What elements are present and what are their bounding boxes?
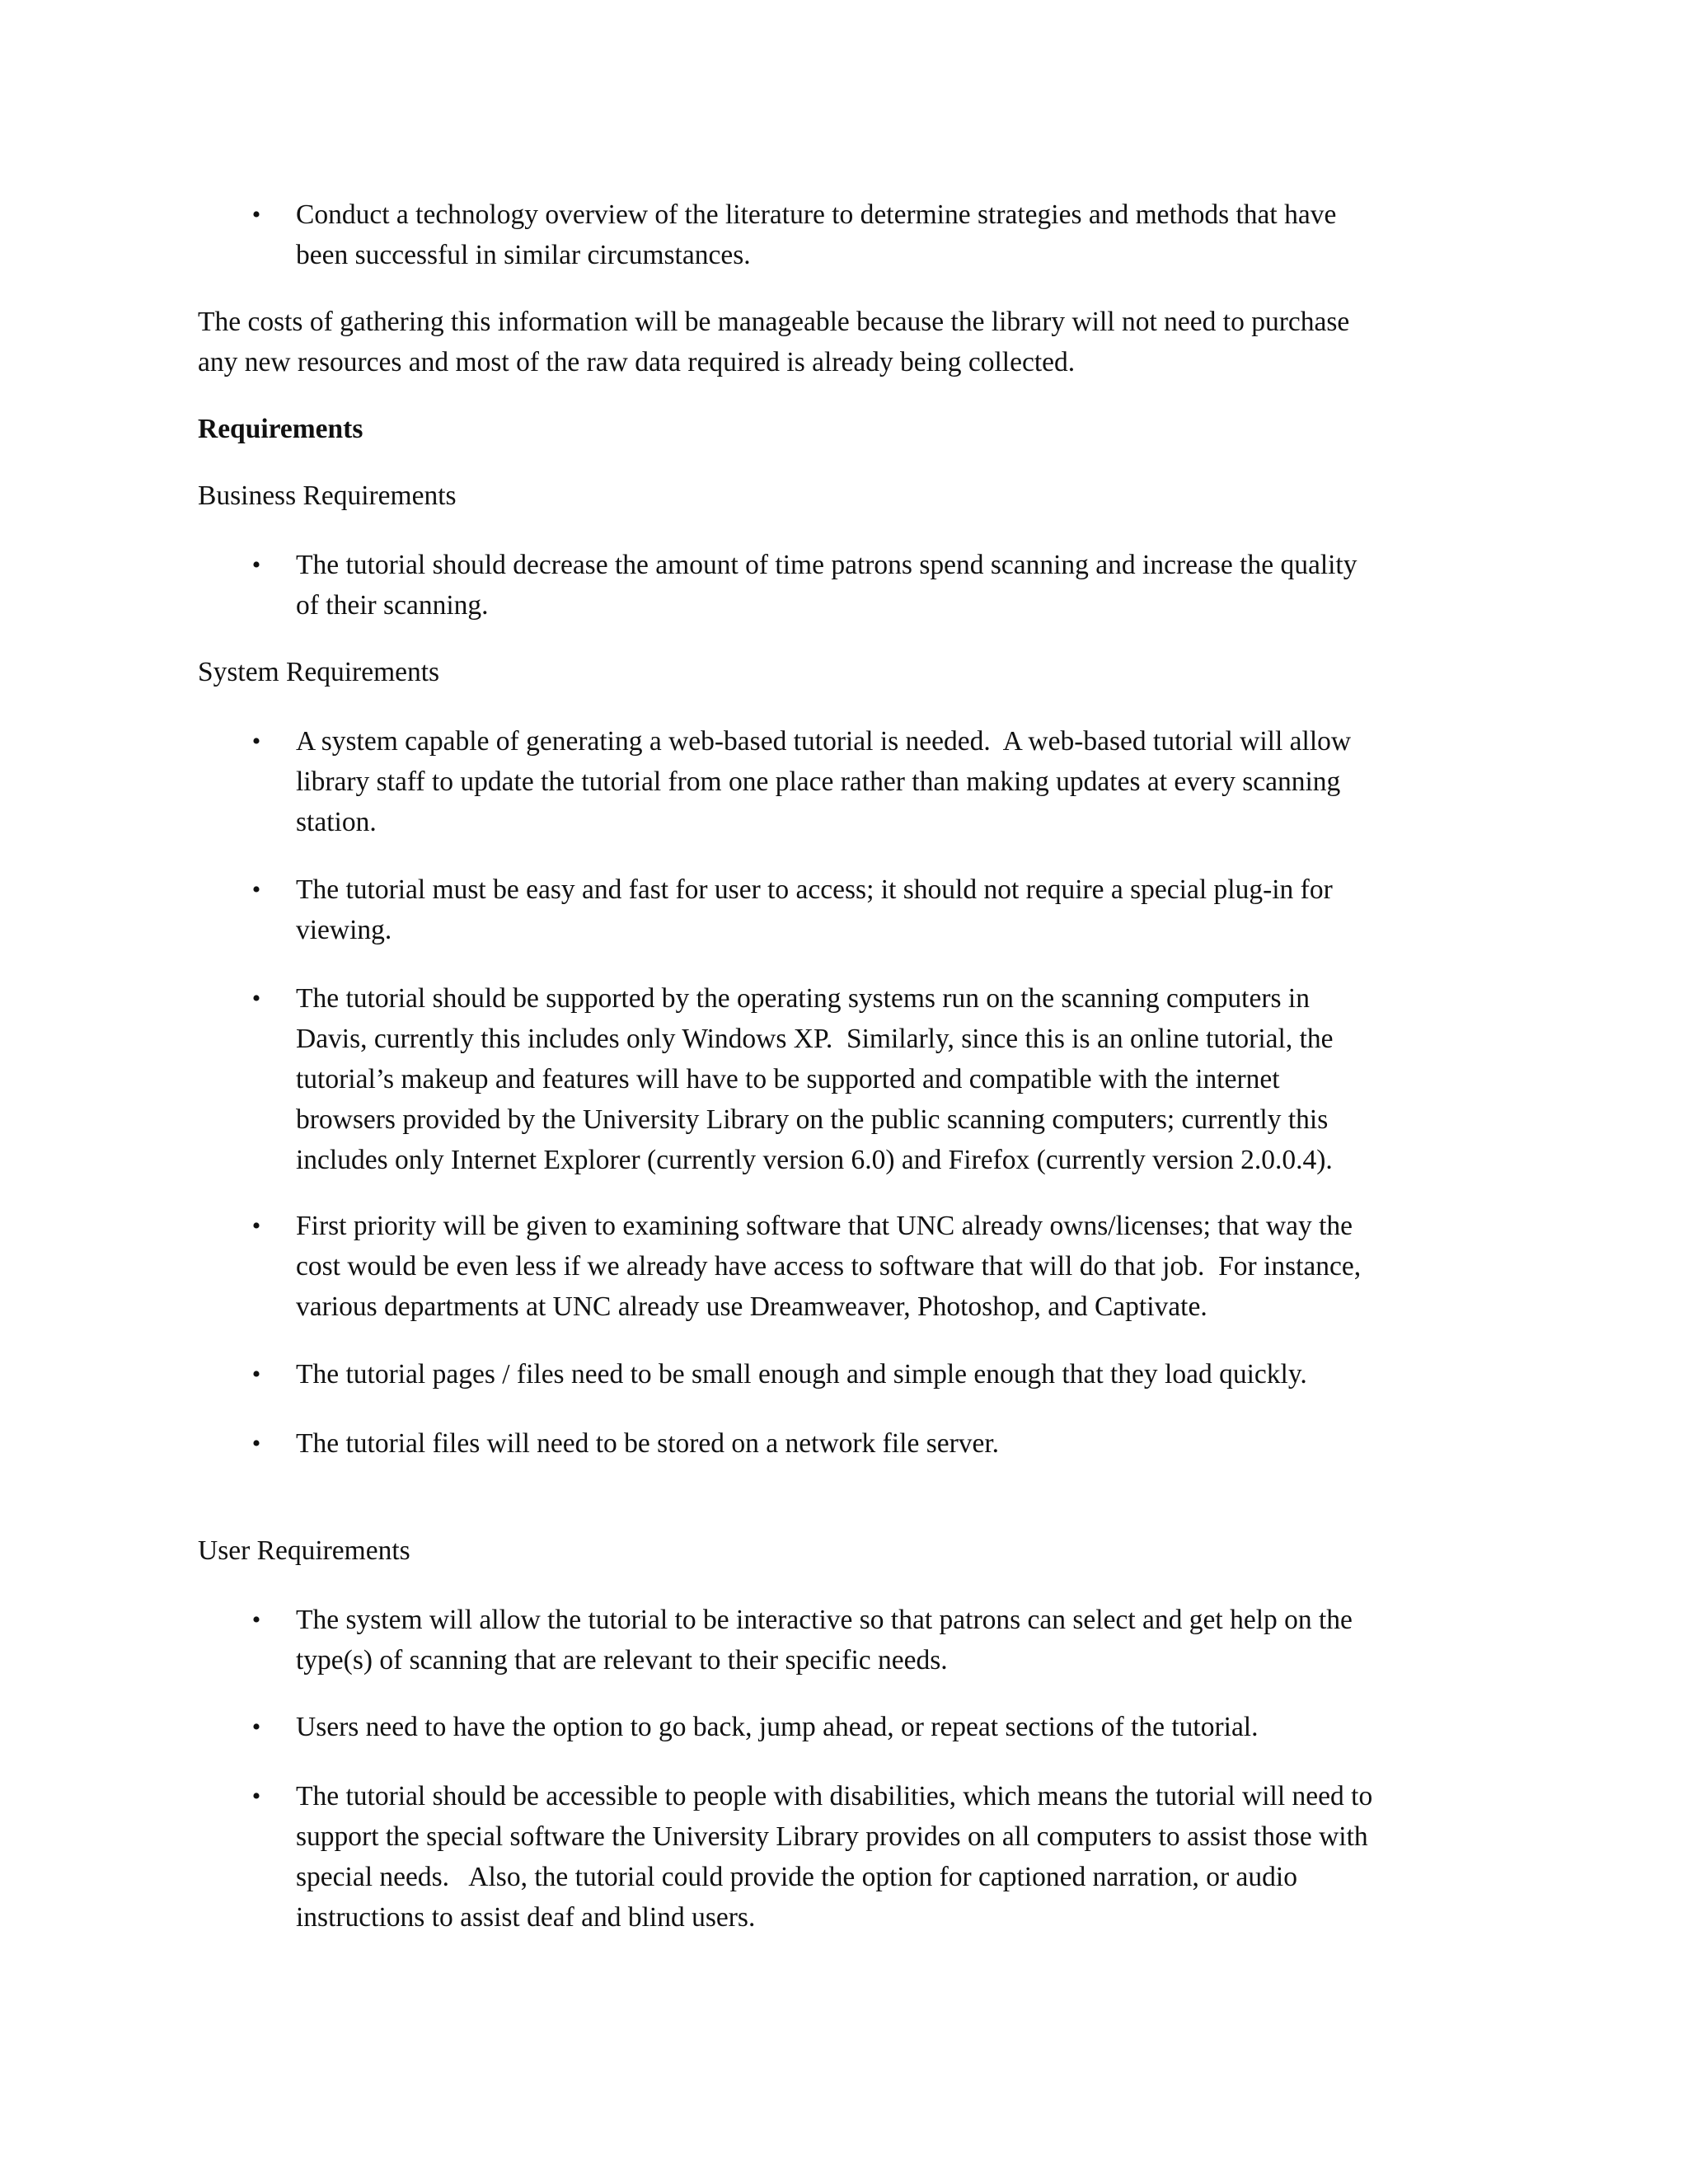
- text-line: various departments at UNC already use Dreamweaver, Photoshop, and Captivate.: [296, 1291, 1207, 1322]
- system-requirements-heading: System Requirements: [198, 657, 440, 687]
- text-line: station.: [296, 807, 377, 837]
- text-line: The tutorial should decrease the amount of time patrons spend scanning and increase the quality: [296, 550, 1357, 580]
- text-line: library staff to update the tutorial from one place rather than making updates at every scanning: [296, 766, 1341, 797]
- business-bullet-text: [296, 545, 1507, 626]
- user-bullet-text: [296, 1600, 1507, 1680]
- bullet-glyph: •: [251, 1713, 261, 1741]
- bullet-glyph: •: [251, 1606, 261, 1633]
- text-line: The system will allow the tutorial to be interactive so that patrons can select and get help on the: [296, 1605, 1353, 1635]
- text-line: The tutorial should be supported by the operating systems run on the scanning computers in: [296, 983, 1310, 1014]
- system-bullet-text: [296, 1423, 1507, 1464]
- text-line: viewing.: [296, 915, 392, 945]
- text-line: support the special software the University Library provides on all computers to assist those with: [296, 1821, 1368, 1852]
- user-requirements-heading: User Requirements: [198, 1535, 410, 1566]
- bullet-glyph: •: [251, 1212, 261, 1240]
- bullet-glyph: •: [251, 551, 261, 579]
- text-line: The tutorial should be accessible to people with disabilities, which means the tutorial will need to: [296, 1781, 1373, 1811]
- text-line: The tutorial files will need to be stored on a network file server.: [296, 1428, 1000, 1459]
- system-bullet-text: [296, 721, 1507, 842]
- system-bullet-text: [296, 978, 1507, 1180]
- bullet-glyph: •: [251, 985, 261, 1012]
- user-bullet-text: [296, 1776, 1507, 1938]
- text-line: includes only Internet Explorer (currently version 6.0) and Firefox (currently version 2.0.0.4).: [296, 1145, 1333, 1175]
- text-line: special needs. Also, the tutorial could provide the option for captioned narration, or audio: [296, 1862, 1297, 1892]
- text-line: A system capable of generating a web-based tutorial is needed. A web-based tutorial will allow: [296, 726, 1352, 757]
- bullet-glyph: •: [251, 201, 261, 228]
- text-line: The tutorial pages / files need to be small enough and simple enough that they load quickly.: [296, 1359, 1307, 1390]
- text-line: cost would be even less if we already have access to software that will do that job. For instance,: [296, 1251, 1362, 1282]
- text-line: been successful in similar circumstances.: [296, 240, 751, 270]
- text-line: Users need to have the option to go back, jump ahead, or repeat sections of the tutorial.: [296, 1712, 1259, 1742]
- text-line: The tutorial must be easy and fast for user to access; it should not require a special plug-in for: [296, 874, 1333, 905]
- bullet-glyph: •: [251, 1361, 261, 1388]
- text-line: any new resources and most of the raw data required is already being collected.: [198, 347, 1076, 377]
- requirements-heading: Requirements: [198, 414, 363, 444]
- text-line: The costs of gathering this information will be manageable because the library will not need to purchase: [198, 307, 1350, 337]
- costs-paragraph: [198, 302, 1500, 382]
- intro-bullet-text: [296, 194, 1507, 275]
- bullet-glyph: •: [251, 728, 261, 755]
- business-requirements-heading: Business Requirements: [198, 480, 457, 511]
- system-bullet-text: [296, 1206, 1507, 1327]
- system-bullet-text: [296, 1354, 1507, 1394]
- system-bullet-text: [296, 869, 1507, 950]
- bullet-glyph: •: [251, 1430, 261, 1457]
- text-line: of their scanning.: [296, 590, 489, 621]
- text-line: browsers provided by the University Library on the public scanning computers; currently this: [296, 1104, 1329, 1135]
- text-line: type(s) of scanning that are relevant to their specific needs.: [296, 1645, 948, 1675]
- text-line: instructions to assist deaf and blind users.: [296, 1902, 756, 1933]
- user-bullet-text: [296, 1707, 1507, 1747]
- bullet-glyph: •: [251, 876, 261, 903]
- text-line: Conduct a technology overview of the literature to determine strategies and methods that have: [296, 199, 1337, 230]
- text-line: First priority will be given to examining software that UNC already owns/licenses; that way the: [296, 1211, 1353, 1241]
- text-line: tutorial’s makeup and features will have to be supported and compatible with the internet: [296, 1064, 1280, 1094]
- bullet-glyph: •: [251, 1783, 261, 1810]
- text-line: Davis, currently this includes only Windows XP. Similarly, since this is an online tutorial, the: [296, 1024, 1334, 1054]
